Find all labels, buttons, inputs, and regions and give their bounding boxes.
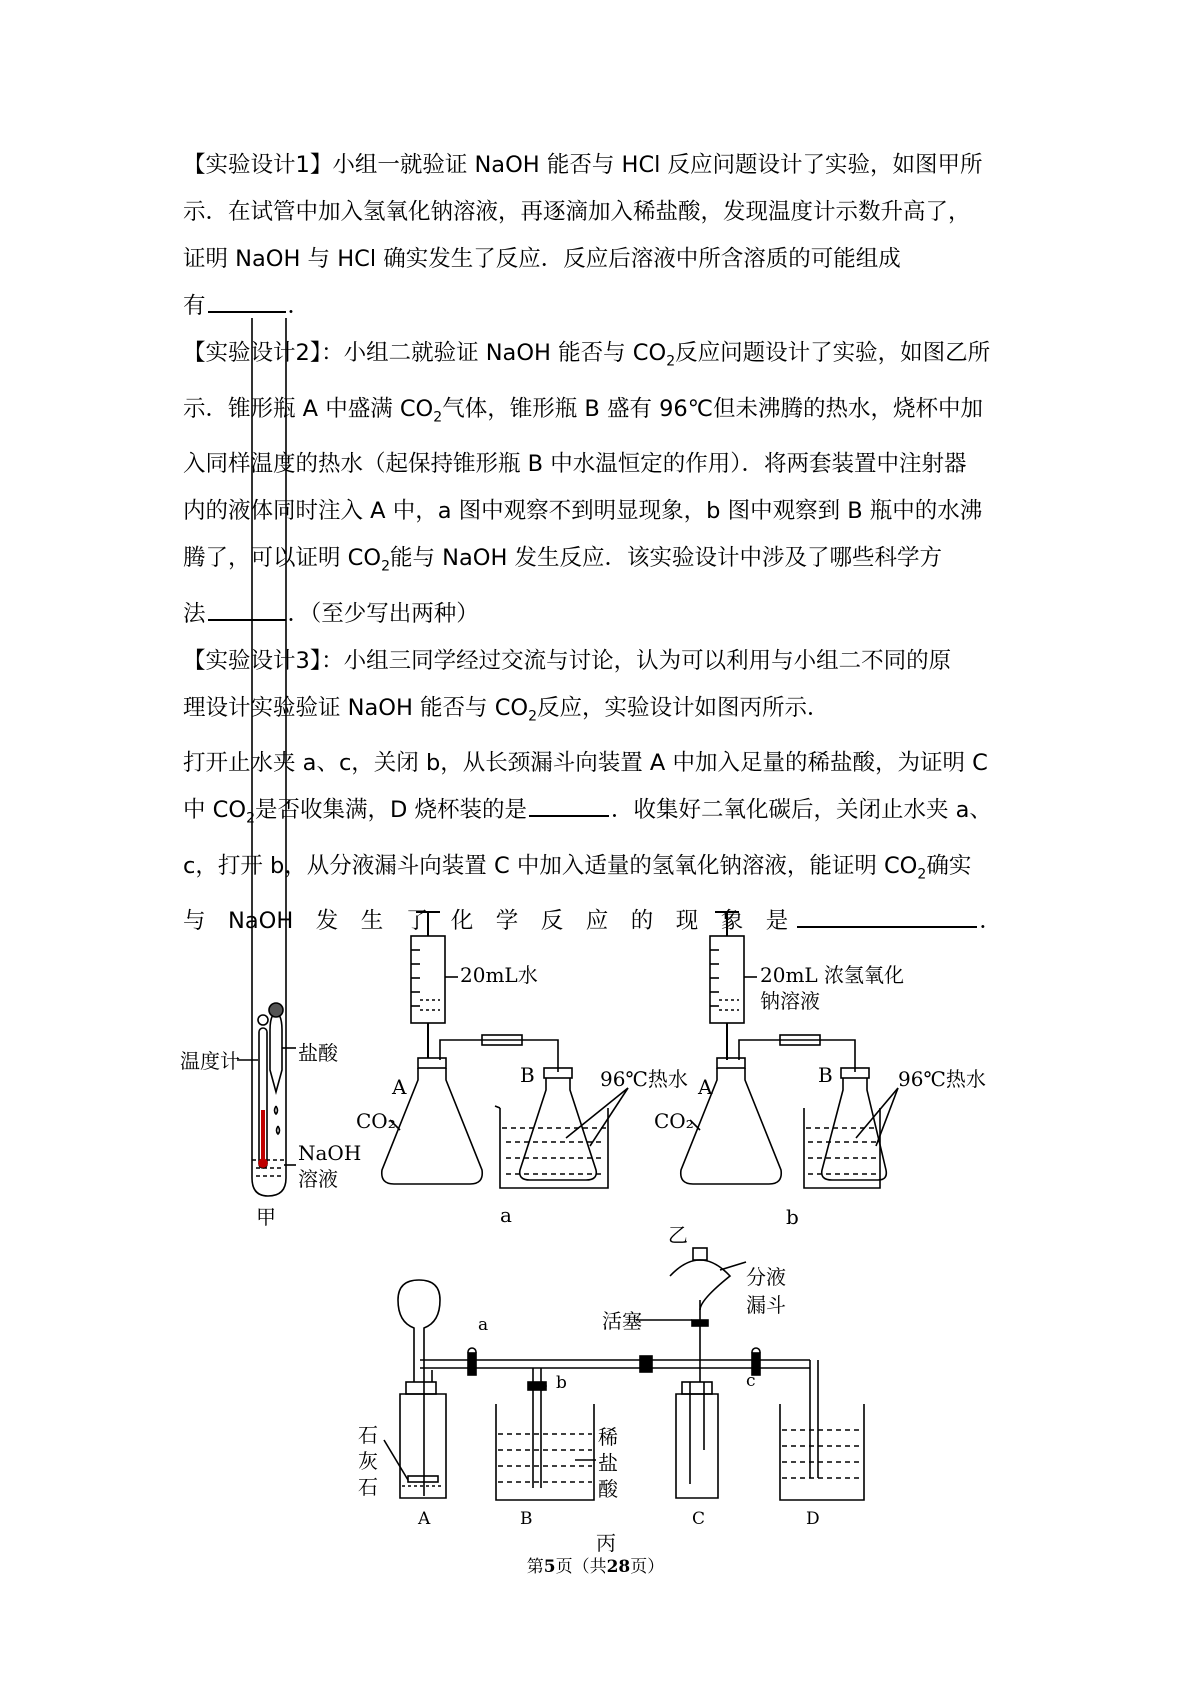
footer-text: 页（共 [555, 1557, 607, 1577]
stopper-A [406, 1382, 436, 1394]
figure-yi-a [382, 912, 628, 1188]
text-run: 反应，实验设计如图丙所示． [537, 694, 830, 721]
label-B: B [520, 1509, 533, 1529]
text-run: 示．锥形瓶 A 中盛满 CO [183, 395, 434, 422]
dropper [270, 1012, 282, 1092]
label-flask-B: B [520, 1063, 535, 1087]
label-clip-c: c [746, 1371, 756, 1391]
caption-jia: 甲 [256, 1205, 276, 1229]
subscript: 2 [381, 558, 390, 575]
label-flask-B: B [818, 1063, 833, 1087]
beaker-B [496, 1404, 594, 1500]
stopper-C [682, 1382, 712, 1394]
subscript: 2 [666, 353, 676, 370]
figure-yi-b [681, 912, 898, 1188]
text-run: 法 [183, 600, 206, 627]
label-flask-A: A [698, 1075, 713, 1099]
text-run: 打开止水夹 a、c，关闭 b，从长颈漏斗向装置 A 中加入足量的稀盐酸，为证明 C [183, 750, 988, 776]
label-thermometer: 温度计 [180, 1049, 240, 1073]
text-run: ． [287, 293, 311, 319]
text-run: 能与 NaOH 发生反应．该实验设计中涉及了哪些科学方 [390, 545, 943, 571]
text-run: 确实 [926, 852, 972, 879]
text-run: 【实验设计2】：小组二就验证 NaOH 能否与 CO [183, 340, 667, 366]
label-co2: CO₂ [654, 1109, 694, 1133]
test-tube [252, 318, 286, 1196]
label-solution: 溶液 [298, 1167, 338, 1191]
text-run: 腾了，可以证明 CO [183, 545, 382, 571]
text-run: 与 NaOH 发 生 了 化 学 反 应 的 现 象 是 [183, 908, 789, 934]
label-sub-b: b [786, 1205, 799, 1229]
text-run: 反应问题设计了实验，如图乙所 [675, 340, 991, 366]
text-run: c，打开 b，从分液漏斗向装置 C 中加入适量的氢氧化钠溶液，能证明 CO [183, 852, 918, 879]
label-acid-3: 酸 [598, 1477, 618, 1501]
flask-B [520, 1078, 597, 1180]
text-run: 【实验设计1】小组一就验证 NaOH 能否与 HCl 反应问题设计了实验，如图甲所 [183, 152, 983, 178]
page-number: 5 [543, 1557, 556, 1577]
text-run: 示．在试管中加入氢氧化钠溶液，再逐滴加入稀盐酸，发现温度计示数升高了， [183, 199, 971, 225]
label-clip-a: a [478, 1315, 489, 1335]
label-co2: CO₂ [356, 1109, 396, 1133]
label-A: A [418, 1509, 431, 1529]
beaker [500, 1108, 608, 1188]
label-water: 20mL水 [460, 963, 538, 987]
bottle-C [676, 1394, 718, 1498]
clip-b [528, 1382, 546, 1390]
flask-B [822, 1078, 887, 1180]
text-run: 是否收集满，D 烧杯装的是 [255, 797, 527, 823]
text-run: 证明 NaOH 与 HCl 确实发生了反应．反应后溶液中所含溶质的可能组成 [183, 246, 901, 272]
stopcock [692, 1320, 708, 1326]
text-run: 理设计实验验证 NaOH 能否与 CO [183, 694, 529, 721]
beaker-D [780, 1404, 864, 1500]
long-neck-funnel [398, 1280, 440, 1496]
label-acid-2: 盐 [598, 1451, 618, 1475]
label-sub-a: a [500, 1203, 512, 1227]
text-run: 入同样温度的热水（起保持锥形瓶 B 中水温恒定的作用）．将两套装置中注射器 [183, 451, 967, 477]
label-D: D [806, 1509, 820, 1529]
text-run: 气体，锥形瓶 B 盛有 96℃但未沸腾的热水，烧杯中加 [442, 395, 983, 422]
figure-bing-labels [358, 1265, 820, 1555]
label-naoh: NaOH [298, 1141, 362, 1165]
caption-yi: 乙 [668, 1223, 688, 1247]
subscript: 2 [528, 708, 538, 724]
label-naoh-a: 20mL 浓氢氧化 [760, 963, 905, 987]
label-limestone-2: 灰 [358, 1449, 378, 1473]
footer-text: 页） [630, 1557, 665, 1577]
label-naoh-b: 钠溶液 [760, 989, 820, 1013]
text-run: 中 CO [183, 797, 247, 823]
footer-text: 第 [526, 1557, 544, 1577]
text-run: 【实验设计3】：小组三同学经过交流与讨论，认为可以利用与小组二不同的原 [183, 647, 952, 674]
caption-bing: 丙 [596, 1531, 616, 1555]
text-run: ． [979, 908, 1002, 934]
label-limestone-1: 石 [358, 1423, 378, 1447]
figure-bing [384, 1248, 864, 1500]
text-run: ．收集好二氧化碳后，关闭止水夹 a、 [610, 797, 992, 823]
label-clip-b: b [556, 1373, 567, 1393]
label-acid: 盐酸 [298, 1041, 338, 1065]
subscript: 2 [917, 866, 927, 882]
label-funnel-a: 分液 [746, 1265, 786, 1289]
text-run: ．（至少写出两种） [287, 600, 479, 627]
beaker [804, 1108, 880, 1188]
label-funnel-b: 漏斗 [746, 1293, 786, 1317]
page-total: 28 [606, 1557, 631, 1577]
label-flask-A: A [392, 1075, 407, 1099]
label-stopcock: 活塞 [602, 1309, 642, 1333]
label-acid-1: 稀 [598, 1425, 618, 1449]
label-hot-water: 96℃热水 [600, 1067, 688, 1091]
subscript: 2 [246, 810, 255, 827]
page-footer [0, 1552, 1191, 1577]
label-limestone-3: 石 [358, 1475, 378, 1499]
text-run: 有 [183, 293, 206, 319]
label-C: C [692, 1509, 706, 1529]
subscript: 2 [433, 409, 443, 425]
text-run: 内的液体同时注入 A 中，a 图中观察不到明显现象，b 图中观察到 B 瓶中的水沸 [183, 498, 983, 524]
figure-jia [237, 318, 296, 1196]
label-hot-water: 96℃热水 [898, 1067, 986, 1091]
